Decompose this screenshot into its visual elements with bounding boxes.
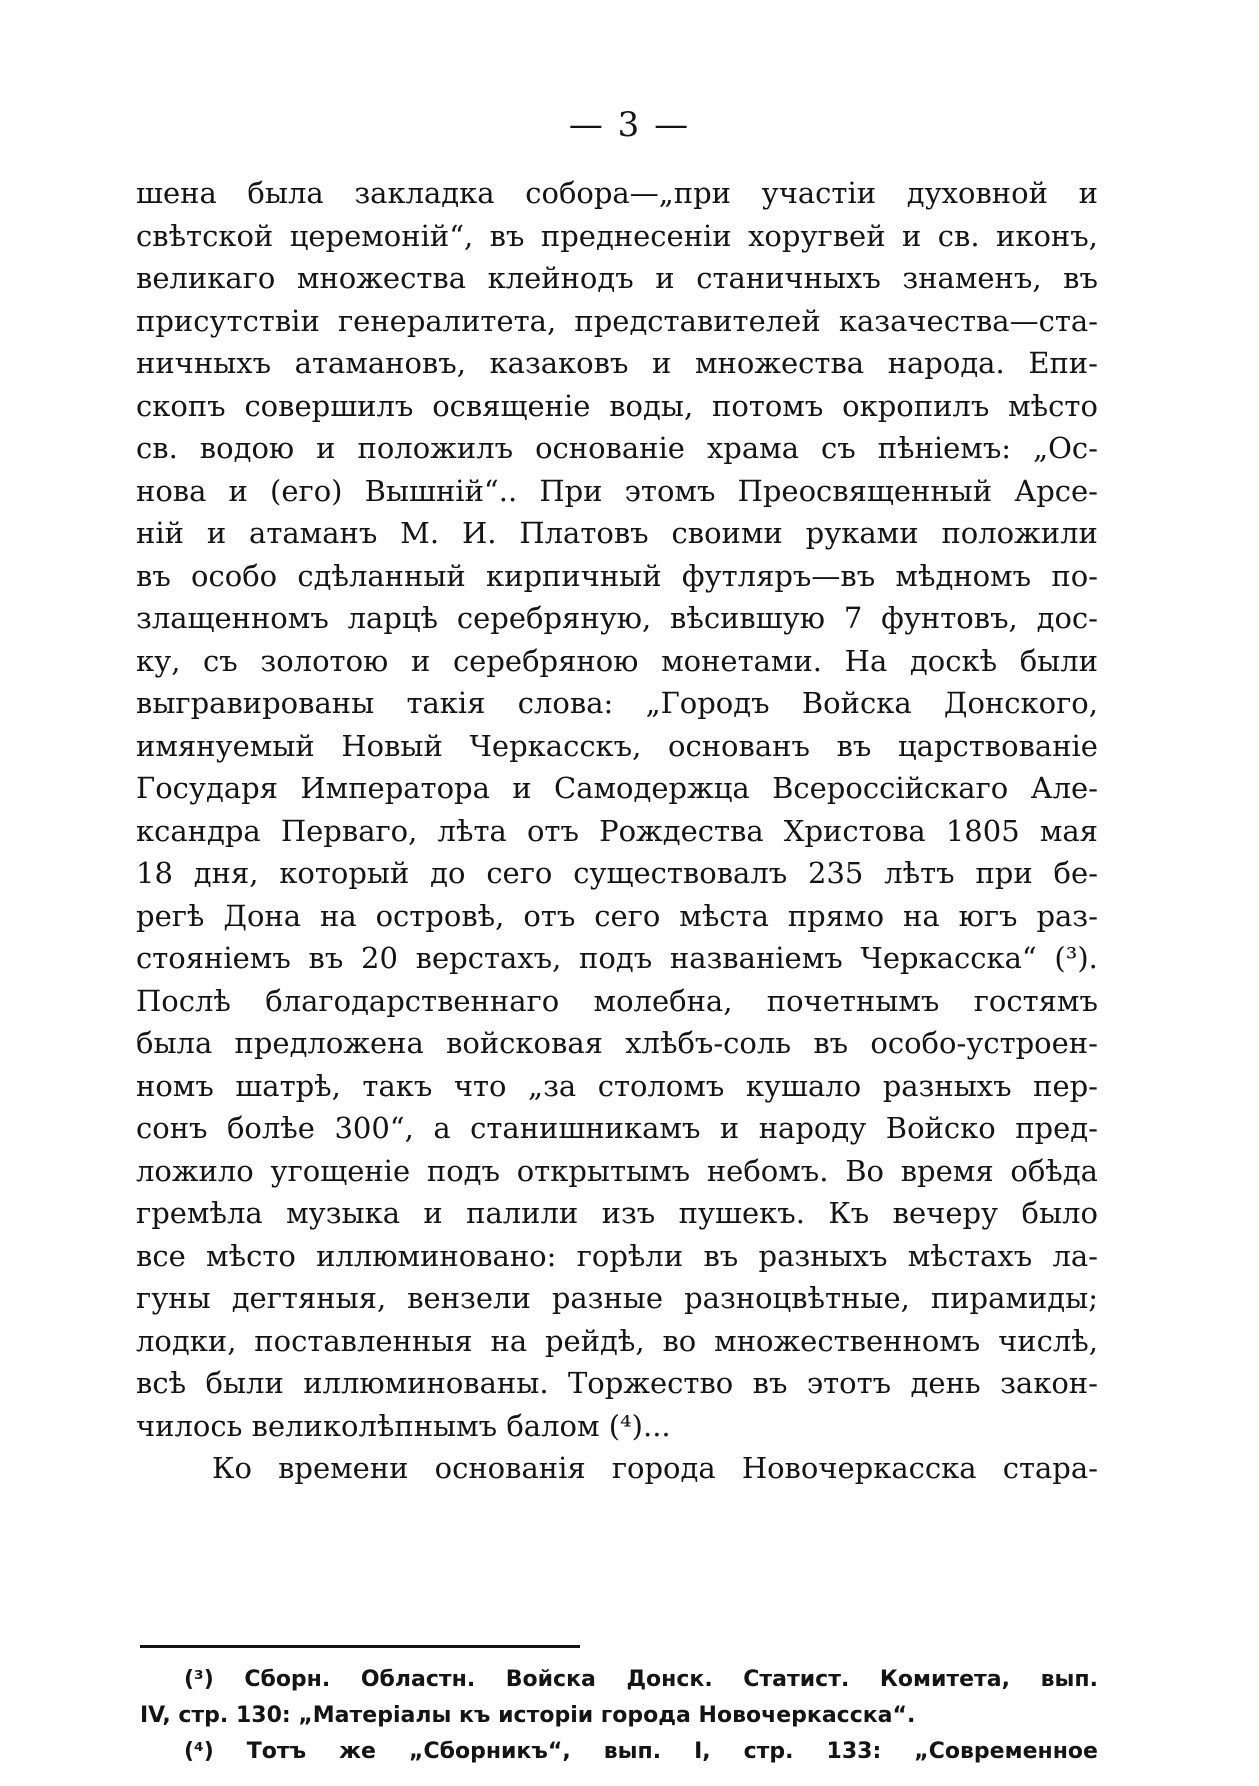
text-line: злащенномъ ларцѣ серебряную, вѣсившую 7 фунтовъ, дос- [136,601,1098,635]
text-line: всѣ были иллюминованы. Торжество въ этотъ день закон- [136,1366,1098,1400]
main-text [136,172,1098,1490]
text-line: была предложена войсковая хлѣбъ-соль въ особо-устроен- [136,1026,1098,1060]
page-number: — 3 — [568,105,691,145]
text-line: нова и (его) Вышній“.. При этомъ Преосвященный Арсе- [136,473,1098,508]
text-line: ку, съ золотою и серебряною монетами. На доскѣ были [136,643,1098,678]
text-line: гуны дегтяныя, вензели разные разноцвѣтные, пирамиды; [136,1281,1098,1315]
text-line: великаго множества клейнодъ и станичныхъ знаменъ, въ [136,261,1098,295]
text-line: Послѣ благодарственнаго молебна, почетнымъ гостямъ [136,983,1098,1018]
text-line: регѣ Дона на островѣ, отъ сего мѣста прямо на югъ раз- [136,898,1098,933]
text-line: скопъ совершилъ освященіе воды, потомъ окропилъ мѣсто [136,388,1098,423]
text-line: 18 дня, который до сего существовалъ 235 лѣтъ при бе- [136,856,1098,890]
text-line: ній и атаманъ М. И. Платовъ своими руками положили [136,516,1098,550]
footnote-4: (⁴) Тотъ же „Сборникъ“, вып. I, стр. 133: „Современное [184,1739,1098,1764]
text-line: имянуемый Новый Черкасскъ, основанъ въ царствованіе [136,728,1098,763]
text-line: въ особо сдѣланный кирпичный футляръ—въ мѣдномъ по- [136,558,1098,593]
text-line: Государя Императора и Самодержца Всероссійскаго Але- [136,771,1098,805]
text-line: лодки, поставленныя на рейдѣ, во множественномъ числѣ, [136,1323,1098,1358]
footnote-3: (³) Сборн. Областн. Войска Донск. Статист. Комитета, вып. [184,1667,1098,1692]
text-line: ксандра Перваго, лѣта отъ Рождества Христова 1805 мая [136,813,1098,848]
footnotes [140,1662,1098,1770]
text-line: присутствіи генералитета, представителей казачества—ста- [136,303,1098,338]
text-line: номъ шатрѣ, такъ что „за столомъ кушало разныхъ пер- [136,1068,1098,1103]
text-line: гремѣла музыка и палили изъ пушекъ. Къ вечеру было [136,1196,1098,1230]
text-line: шена была закладка собора—„при участіи духовной и [136,176,1098,210]
footnote-divider [140,1645,580,1648]
footnote-3-continuation: IV, стр. 130: „Матеріалы къ исторіи города Новочеркасска“. [140,1703,916,1728]
text-line: ничныхъ атамановъ, казаковъ и множества народа. Епи- [136,346,1098,380]
text-line: стояніемъ въ 20 верстахъ, подъ названіемъ Черкасска“ (³). [136,941,1098,975]
text-line: свѣтской церемоній“, въ преднесеніи хоругвей и св. иконъ, [136,218,1098,253]
text-line: ложило угощеніе подъ открытымъ небомъ. Во время обѣда [136,1153,1098,1188]
text-line: все мѣсто иллюминовано: горѣли въ разныхъ мѣстахъ ла- [136,1238,1098,1273]
text-line: выгравированы такія слова: „Городъ Войска Донского, [136,686,1098,720]
text-line: св. водою и положилъ основаніе храма съ пѣніемъ: „Ос- [136,431,1098,465]
paragraph-start-line: Ко времени основанія города Новочеркасска стара- [212,1451,1098,1485]
text-line: сонъ болѣе 300“, а станишникамъ и народу Войско пред- [136,1111,1098,1145]
paragraph-end-line: чилось великолѣпнымъ балом (⁴)... [136,1408,671,1443]
